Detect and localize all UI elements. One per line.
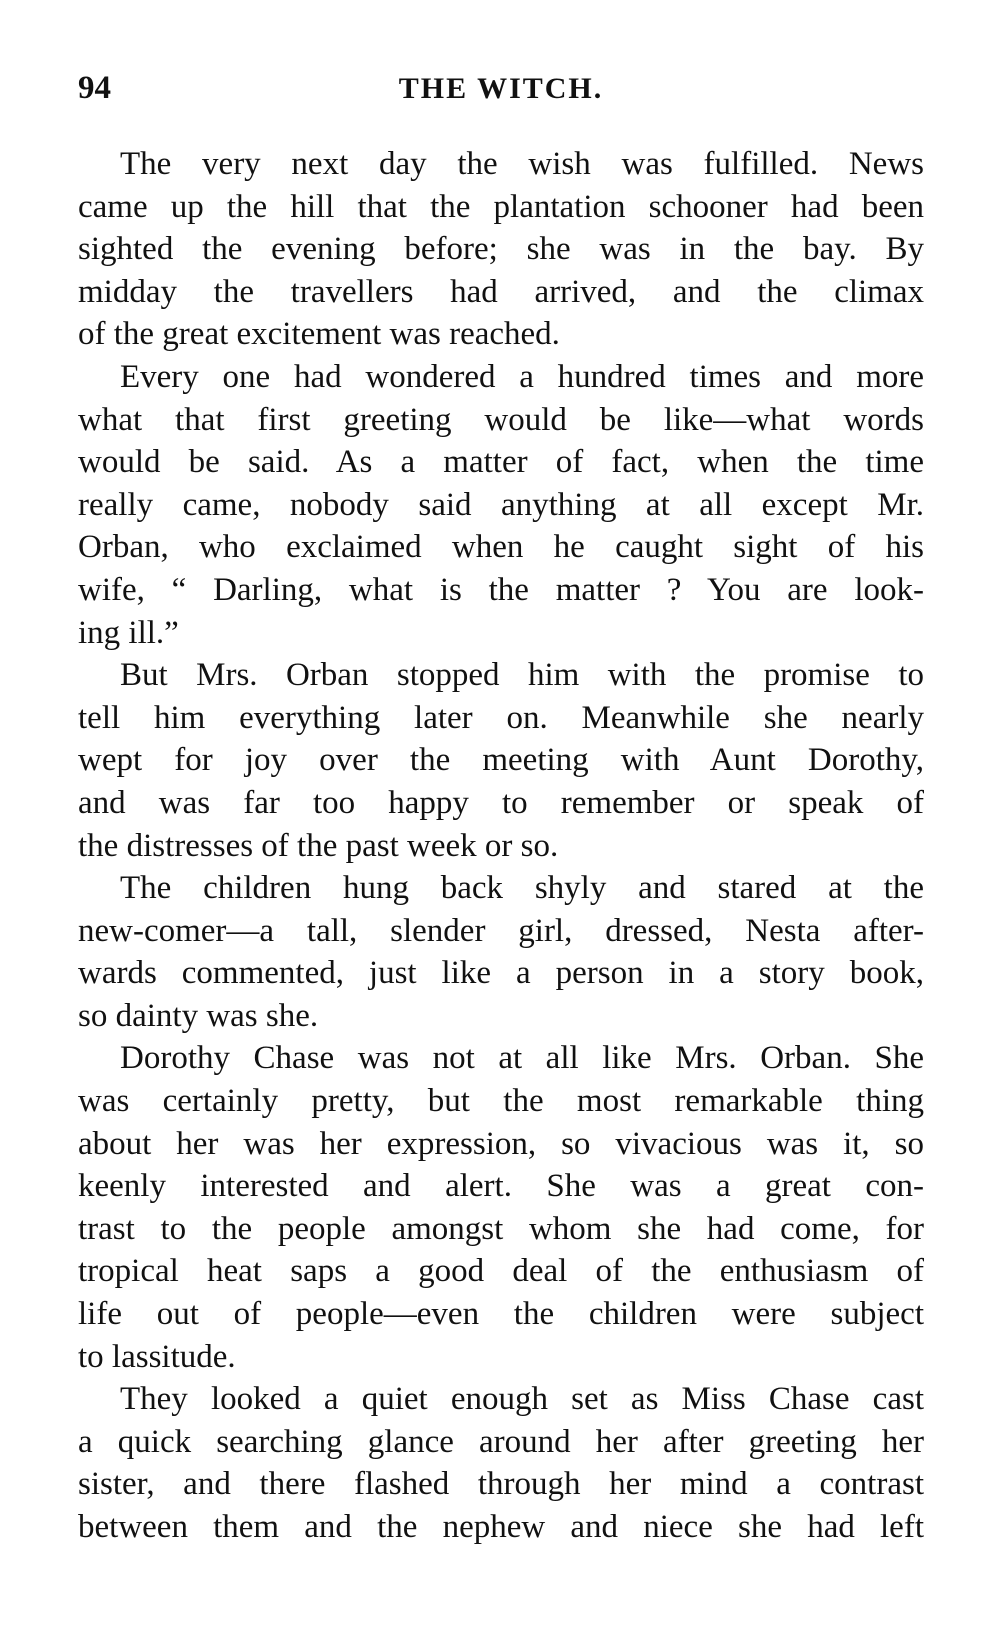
text-line: ing ill.” bbox=[78, 614, 179, 651]
text-line: wards commented, just like a person in a story book, bbox=[78, 955, 924, 992]
page-number: 94 bbox=[78, 70, 111, 106]
paragraph-6 bbox=[78, 1378, 924, 1548]
text-line: tell him everything later on. Meanwhile she nearly bbox=[78, 699, 924, 736]
text-line: But Mrs. Orban stopped him with the promise to bbox=[120, 657, 924, 694]
text-line: the distresses of the past week or so. bbox=[78, 827, 559, 864]
text-line: really came, nobody said anything at all except Mr. bbox=[78, 486, 924, 523]
text-line: to lassitude. bbox=[78, 1338, 236, 1375]
text-line: and was far too happy to remember or speak of bbox=[78, 784, 924, 821]
paragraph-5 bbox=[78, 1037, 924, 1378]
text-line: Orban, who exclaimed when he caught sight of his bbox=[78, 529, 924, 566]
text-line: between them and the nephew and niece she had left bbox=[78, 1509, 924, 1545]
text-line: life out of people—even the children were subject bbox=[78, 1296, 924, 1333]
text-line: They looked a quiet enough set as Miss Chase cast bbox=[120, 1381, 924, 1418]
text-line: of the great excitement was reached. bbox=[78, 316, 560, 353]
paragraph-4 bbox=[78, 867, 924, 1037]
paragraph-1 bbox=[78, 143, 924, 356]
paragraph-3 bbox=[78, 654, 924, 867]
text-line: The very next day the wish was fulfilled. News bbox=[120, 146, 924, 182]
text-line: keenly interested and alert. She was a great con- bbox=[78, 1168, 924, 1205]
text-line: wept for joy over the meeting with Aunt Dorothy, bbox=[78, 742, 924, 779]
text-line: would be said. As a matter of fact, when the time bbox=[78, 444, 924, 481]
text-line: about her was her expression, so vivacious was it, so bbox=[78, 1125, 924, 1162]
text-line: a quick searching glance around her after greeting her bbox=[78, 1423, 924, 1460]
running-title: THE WITCH. bbox=[398, 72, 604, 105]
text-line: tropical heat saps a good deal of the enthusiasm of bbox=[78, 1253, 924, 1290]
text-line: came up the hill that the plantation schooner had been bbox=[78, 188, 924, 225]
text-line: The children hung back shyly and stared at the bbox=[120, 870, 924, 907]
body-text bbox=[78, 143, 924, 1549]
text-line: midday the travellers had arrived, and the climax bbox=[78, 273, 924, 310]
text-line: Dorothy Chase was not at all like Mrs. Orban. She bbox=[120, 1040, 924, 1077]
text-line: wife, “ Darling, what is the matter ? You are look- bbox=[78, 571, 924, 608]
text-line: so dainty was she. bbox=[78, 997, 319, 1034]
text-line: Every one had wondered a hundred times and more bbox=[120, 358, 924, 395]
text-line: sister, and there flashed through her mind a contrast bbox=[78, 1466, 924, 1503]
text-line: was certainly pretty, but the most remarkable thing bbox=[78, 1083, 924, 1120]
text-line: new-comer—a tall, slender girl, dressed, Nesta after- bbox=[78, 912, 924, 949]
text-line: sighted the evening before; she was in the bay. By bbox=[78, 231, 924, 268]
paragraph-2 bbox=[78, 356, 924, 654]
text-line: what that first greeting would be like—what words bbox=[78, 401, 924, 438]
text-line: trast to the people amongst whom she had come, for bbox=[78, 1210, 924, 1247]
page-header bbox=[78, 70, 924, 120]
